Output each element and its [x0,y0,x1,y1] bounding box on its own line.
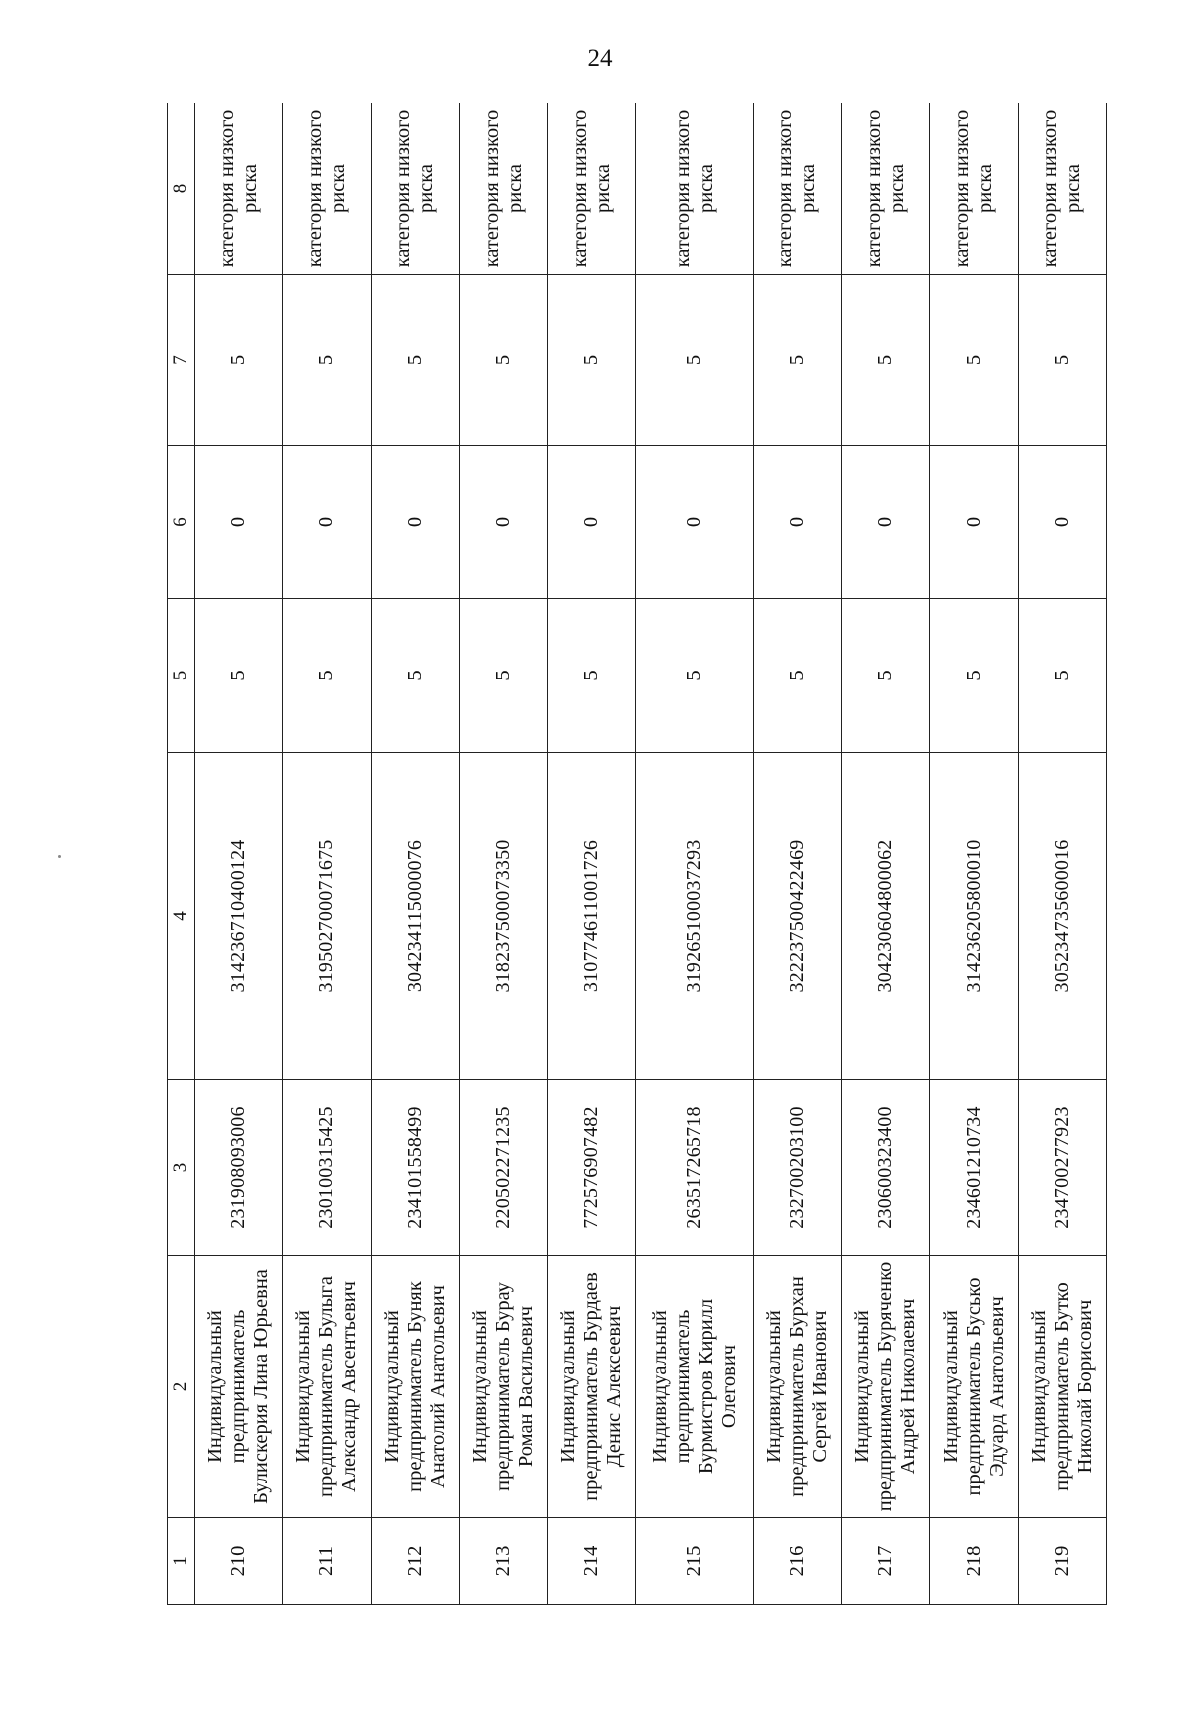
value-cell: 0 [548,446,636,599]
table-row [753,103,841,1605]
value-cell: 5 [753,275,841,446]
table-row [371,103,459,1605]
row-number-cell: 217 [842,1518,930,1605]
inn-cell: 772576907482 [548,1080,636,1256]
value-cell: 5 [371,275,459,446]
value-cell: 0 [842,446,930,599]
ogrnip-cell: 305234735600016 [1018,753,1106,1080]
value-cell: 5 [1018,599,1106,753]
row-number-cell: 216 [753,1518,841,1605]
row-number-cell: 219 [1018,1518,1106,1605]
table-row [930,103,1018,1605]
ogrnip-cell: 322237500422469 [753,753,841,1080]
ogrnip-cell: 318237500073350 [459,753,547,1080]
column-header: 2 [168,1256,195,1518]
table-header-row [168,103,195,1605]
risk-category-cell: категория низкого риска [459,103,547,275]
entrepreneur-name-cell: Индивидуальный предприниматель Бурмистров Кирилл Олегович [636,1256,753,1518]
risk-category-cell: категория низкого риска [283,103,371,275]
value-cell: 5 [930,599,1018,753]
column-header: 6 [168,446,195,599]
column-header: 4 [168,753,195,1080]
ogrnip-cell: 304230604800062 [842,753,930,1080]
value-cell: 5 [1018,275,1106,446]
ogrnip-cell: 314236710400124 [195,753,283,1080]
risk-category-cell: категория низкого риска [371,103,459,275]
value-cell: 5 [371,599,459,753]
inn-cell: 263517265718 [636,1080,753,1256]
value-cell: 0 [459,446,547,599]
value-cell: 5 [636,275,753,446]
ogrnip-cell: 319265100037293 [636,753,753,1080]
risk-category-table [167,103,1107,1605]
column-header: 3 [168,1080,195,1256]
inn-cell: 220502271235 [459,1080,547,1256]
inn-cell: 230100315425 [283,1080,371,1256]
value-cell: 5 [636,599,753,753]
ogrnip-cell: 314236205800010 [930,753,1018,1080]
column-header: 5 [168,599,195,753]
value-cell: 0 [636,446,753,599]
ogrnip-cell: 319502700071675 [283,753,371,1080]
value-cell: 5 [195,275,283,446]
inn-cell: 232700203100 [753,1080,841,1256]
risk-category-cell: категория низкого риска [636,103,753,275]
table-row [1018,103,1106,1605]
value-cell: 0 [930,446,1018,599]
table-row [636,103,753,1605]
value-cell: 0 [371,446,459,599]
column-header: 8 [168,103,195,275]
page-number: 24 [587,45,613,72]
value-cell: 5 [753,599,841,753]
inn-cell: 234700277923 [1018,1080,1106,1256]
row-number-cell: 212 [371,1518,459,1605]
row-number-cell: 214 [548,1518,636,1605]
row-number-cell: 213 [459,1518,547,1605]
value-cell: 5 [459,275,547,446]
table-row [548,103,636,1605]
value-cell: 0 [753,446,841,599]
value-cell: 5 [283,275,371,446]
ogrnip-cell: 304234115000076 [371,753,459,1080]
entrepreneur-name-cell: Индивидуальный предприниматель Буряченко Андрей Николаевич [842,1256,930,1518]
entrepreneur-name-cell: Индивидуальный предприниматель Булыга Александр Авсентьевич [283,1256,371,1518]
value-cell: 5 [930,275,1018,446]
value-cell: 5 [283,599,371,753]
value-cell: 5 [195,599,283,753]
table-row [842,103,930,1605]
inn-cell: 234601210734 [930,1080,1018,1256]
value-cell: 5 [842,275,930,446]
entrepreneur-name-cell: Индивидуальный предприниматель Бурау Роман Васильевич [459,1256,547,1518]
value-cell: 0 [195,446,283,599]
scan-speck [58,855,61,858]
table-row [283,103,371,1605]
risk-category-cell: категория низкого риска [930,103,1018,275]
ogrnip-cell: 310774611001726 [548,753,636,1080]
table-row [459,103,547,1605]
row-number-cell: 210 [195,1518,283,1605]
risk-category-cell: категория низкого риска [753,103,841,275]
row-number-cell: 215 [636,1518,753,1605]
entrepreneur-name-cell: Индивидуальный предприниматель Бутко Николай Борисович [1018,1256,1106,1518]
value-cell: 5 [459,599,547,753]
value-cell: 5 [548,599,636,753]
value-cell: 5 [548,275,636,446]
risk-category-cell: категория низкого риска [842,103,930,275]
value-cell: 5 [842,599,930,753]
risk-category-cell: категория низкого риска [548,103,636,275]
entrepreneur-name-cell: Индивидуальный предприниматель Буняк Анатолий Анатольевич [371,1256,459,1518]
risk-category-cell: категория низкого риска [195,103,283,275]
rotated-table-wrapper [167,103,1107,1605]
entrepreneur-name-cell: Индивидуальный предприниматель Бурдаев Денис Алексеевич [548,1256,636,1518]
entrepreneur-name-cell: Индивидуальный предприниматель Бурхан Сергей Иванович [753,1256,841,1518]
inn-cell: 230600323400 [842,1080,930,1256]
entrepreneur-name-cell: Индивидуальный предприниматель Бусько Эдуард Анатольевич [930,1256,1018,1518]
inn-cell: 234101558499 [371,1080,459,1256]
risk-category-cell: категория низкого риска [1018,103,1106,275]
table-frame [167,103,1107,1605]
column-header: 1 [168,1518,195,1605]
table-row [195,103,283,1605]
column-header: 7 [168,275,195,446]
entrepreneur-name-cell: Индивидуальный предприниматель Булискерия Лина Юрьевна [195,1256,283,1518]
value-cell: 0 [1018,446,1106,599]
value-cell: 0 [283,446,371,599]
row-number-cell: 211 [283,1518,371,1605]
inn-cell: 231908093006 [195,1080,283,1256]
row-number-cell: 218 [930,1518,1018,1605]
